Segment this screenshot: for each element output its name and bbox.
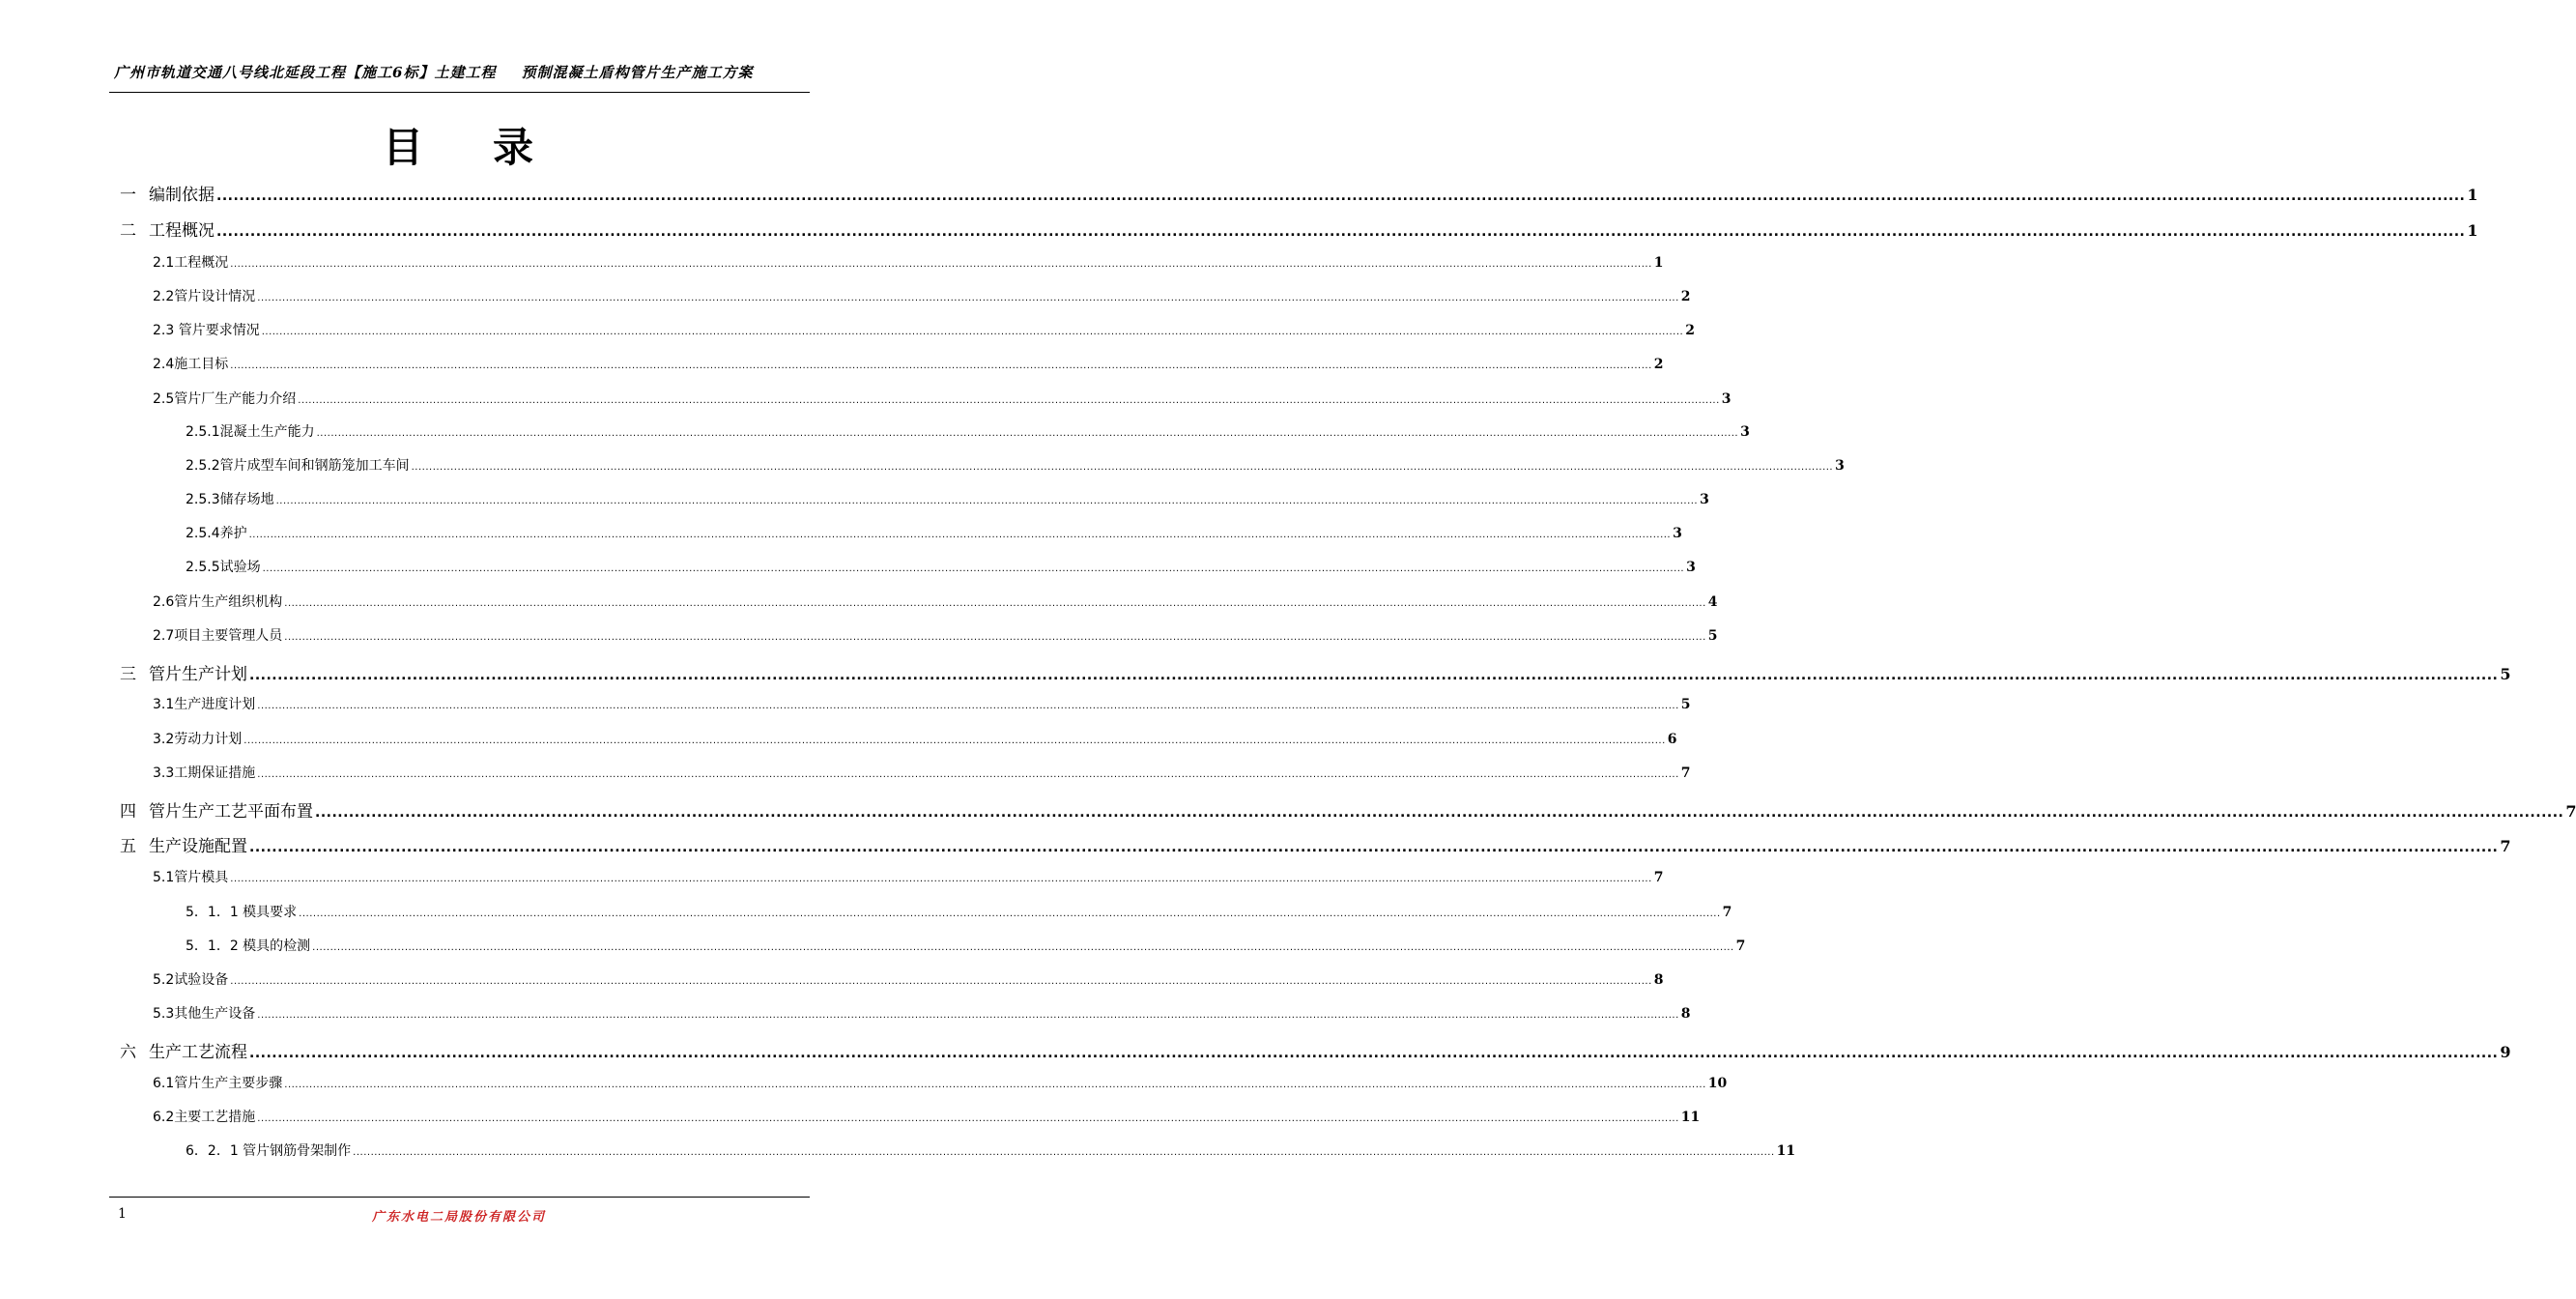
running-header (114, 62, 790, 82)
toc-entry-label (153, 286, 255, 305)
header-project: 广州市轨道交通八号线北延段工程【施工6标】土建工程 (114, 64, 497, 81)
toc-entry-chapter-number: 二 (120, 221, 136, 241)
toc-entry-title: 6．2．1 管片钢筋骨架制作 (186, 1143, 352, 1159)
toc-dot-leader: ................................................................................................................................................................................................................................................................................................................................................................................................................ (243, 736, 1666, 746)
toc-entry-page-number: 3 (1835, 458, 1845, 474)
header-divider (109, 92, 810, 93)
toc-entry-title: 生产工艺流程 (149, 1043, 247, 1062)
toc-entry-title: 编制依据 (149, 186, 215, 205)
toc-dot-leader: ................................................................................................................................................................................................................................................................................................................................................................................................................ (257, 1010, 1679, 1021)
toc-entry-chapter-number: 六 (120, 1043, 136, 1062)
toc-dot-leader: ................................................................................................................................................................................................................................................................................................................................................................................................................ (230, 976, 1652, 987)
toc-entry[interactable] (153, 867, 1664, 886)
toc-entry[interactable] (153, 286, 1691, 305)
toc-entry[interactable] (153, 1073, 1728, 1092)
toc-entry[interactable] (186, 489, 1709, 508)
toc-entry-label (153, 1003, 255, 1023)
toc-entry-title: 5.3其他生产设备 (153, 1006, 256, 1022)
toc-dot-leader: ................................................................................................................................................................................................................................................................................................................................................................................................................ (257, 293, 1679, 303)
toc-entry[interactable] (186, 557, 1696, 576)
toc-entry-title: 3.2劳动力计划 (153, 732, 243, 747)
toc-dot-leader: ................................................................................................................................................................................................................................................................................................................................................................................................................ (249, 1046, 2499, 1061)
toc-entry-page-number: 9 (2500, 1043, 2511, 1061)
toc-entry-label (153, 1107, 255, 1126)
toc-entry-label (153, 694, 255, 713)
toc-entry[interactable] (153, 354, 1664, 373)
toc-entry-label (120, 181, 215, 205)
toc-entry-title: 工程概况 (149, 221, 215, 241)
toc-dot-leader: ................................................................................................................................................................................................................................................................................................................................................................................................................ (284, 632, 1706, 643)
toc-entry-label (153, 729, 242, 748)
toc-entry-title: 2.1工程概况 (153, 255, 229, 271)
toc-entry-label (153, 592, 282, 611)
toc-entry-label (120, 1038, 247, 1062)
toc-entry-chapter-number: 三 (120, 665, 136, 684)
toc-entry-title: 2.5.4养护 (186, 526, 247, 541)
toc-dot-leader: ................................................................................................................................................................................................................................................................................................................................................................................................................ (249, 840, 2499, 855)
toc-dot-leader: ................................................................................................................................................................................................................................................................................................................................................................................................................ (230, 361, 1652, 371)
toc-entry-title: 2.5.1混凝土生产能力 (186, 424, 315, 440)
toc-entry-label (186, 489, 274, 508)
toc-entry-title: 6.2主要工艺措施 (153, 1110, 256, 1125)
toc-entry-page-number: 8 (1653, 972, 1664, 988)
toc-entry[interactable] (120, 216, 2478, 241)
toc-dot-leader: ................................................................................................................................................................................................................................................................................................................................................................................................................ (411, 462, 1834, 473)
toc-entry-page-number: 1 (1653, 255, 1664, 271)
toc-entry-page-number: 3 (1740, 424, 1750, 440)
toc-entry-page-number: 10 (1707, 1076, 1728, 1091)
toc-entry-page-number: 11 (1776, 1143, 1796, 1159)
toc-entry-title: 5.1管片模具 (153, 870, 229, 885)
toc-entry-title: 2.2管片设计情况 (153, 289, 256, 304)
toc-entry-page-number: 8 (1680, 1006, 1691, 1022)
toc-entry-label (153, 867, 228, 886)
toc-dot-leader: ................................................................................................................................................................................................................................................................................................................................................................................................................ (312, 942, 1734, 953)
toc-entry-title: 3.1生产进度计划 (153, 697, 256, 712)
toc-entry-label (186, 523, 247, 542)
toc-entry-page-number: 5 (1680, 697, 1691, 712)
toc-entry-label (153, 320, 260, 339)
toc-entry-page-number: 2 (1653, 357, 1664, 372)
toc-dot-leader: ................................................................................................................................................................................................................................................................................................................................................................................................................ (284, 598, 1706, 609)
toc-entry[interactable] (153, 1003, 1691, 1023)
toc-entry[interactable] (153, 389, 1732, 408)
toc-entry-page-number: 7 (1680, 765, 1691, 781)
toc-dot-leader: ................................................................................................................................................................................................................................................................................................................................................................................................................ (230, 259, 1652, 270)
toc-entry-page-number: 6 (1667, 732, 1677, 747)
toc-entry-label (120, 797, 313, 822)
toc-entry-title: 管片生产计划 (149, 665, 247, 684)
toc-entry-label (153, 763, 255, 782)
toc-entry-page-number: 5 (2500, 665, 2511, 683)
toc-entry-label (186, 557, 261, 576)
toc-entry-label (153, 354, 228, 373)
toc-entry-label (153, 969, 228, 989)
toc-entry-title: 2.5.5试验场 (186, 560, 261, 575)
toc-entry-page-number: 7 (1722, 905, 1732, 920)
toc-entry-label (153, 1073, 282, 1092)
toc-entry-label (120, 832, 247, 856)
toc-entry-label (120, 660, 247, 684)
toc-dot-leader: ................................................................................................................................................................................................................................................................................................................................................................................................................ (299, 909, 1721, 919)
toc-entry[interactable] (120, 797, 2576, 822)
toc-entry-title: 2.6管片生产组织机构 (153, 594, 283, 610)
toc-entry[interactable] (153, 969, 1664, 989)
toc-entry[interactable] (120, 660, 2511, 684)
toc-entry-page-number: 3 (1686, 560, 1696, 575)
toc-dot-leader: ................................................................................................................................................................................................................................................................................................................................................................................................................ (257, 701, 1679, 711)
toc-entry-page-number: 2 (1685, 323, 1695, 338)
toc-entry-page-number: 7 (1653, 870, 1664, 885)
toc-entry-title: 生产设施配置 (149, 837, 247, 856)
toc-entry-page-number: 2 (1680, 289, 1691, 304)
toc-entry-chapter-number: 四 (120, 802, 136, 822)
toc-entry-title: 5．1．2 模具的检测 (186, 938, 311, 954)
toc-dot-leader: ................................................................................................................................................................................................................................................................................................................................................................................................................ (216, 188, 2466, 204)
toc-entry-page-number: 3 (1700, 492, 1709, 507)
toc-entry[interactable] (120, 832, 2511, 856)
toc-entry[interactable] (153, 625, 1718, 645)
toc-entry-label (186, 455, 410, 475)
toc-title (0, 124, 918, 172)
toc-dot-leader: ................................................................................................................................................................................................................................................................................................................................................................................................................ (257, 1113, 1679, 1124)
toc-entry-page-number: 7 (2500, 837, 2511, 855)
toc-entry-page-number: 3 (1721, 391, 1732, 407)
toc-entry[interactable] (153, 694, 1691, 713)
toc-dot-leader: ................................................................................................................................................................................................................................................................................................................................................................................................................ (249, 668, 2499, 683)
toc-entry[interactable] (153, 1107, 1701, 1126)
toc-entry-page-number: 4 (1707, 594, 1718, 610)
toc-entry-chapter-number: 五 (120, 837, 136, 856)
toc-dot-leader: ................................................................................................................................................................................................................................................................................................................................................................................................................ (275, 496, 1699, 506)
toc-entry[interactable] (153, 729, 1677, 748)
toc-entry[interactable] (186, 455, 1845, 475)
toc-entry[interactable] (153, 592, 1718, 611)
toc-entry-label (186, 1140, 351, 1160)
toc-entry-page-number: 5 (1707, 628, 1718, 644)
toc-entry-title: 2.7项目主要管理人员 (153, 628, 283, 644)
toc-entry[interactable] (153, 252, 1664, 272)
toc-entry-title: 管片生产工艺平面布置 (149, 802, 313, 822)
toc-entry-title: 2.5.2管片成型车间和钢筋笼加工车间 (186, 458, 410, 474)
toc-entry-title: 2.4施工目标 (153, 357, 229, 372)
toc-entry[interactable] (120, 1038, 2511, 1062)
toc-entry-page-number: 1 (2467, 221, 2478, 240)
toc-entry-title: 3.3工期保证措施 (153, 765, 256, 781)
toc-entry[interactable] (153, 763, 1691, 782)
toc-entry[interactable] (186, 902, 1732, 921)
toc-entry-page-number: 7 (2565, 802, 2576, 821)
toc-entry-title: 5．1．1 模具要求 (186, 905, 298, 920)
toc-dot-leader: ................................................................................................................................................................................................................................................................................................................................................................................................................ (298, 395, 1720, 406)
footer-company-name: 广东水电二局股份有限公司 (371, 1210, 546, 1225)
footer-page-number: 1 (118, 1206, 127, 1222)
toc-entry-title: 2.5.3储存场地 (186, 492, 274, 507)
toc-dot-leader: ................................................................................................................................................................................................................................................................................................................................................................................................................ (353, 1147, 1775, 1158)
toc-entry-label (120, 216, 215, 241)
header-doc-title: 预制混凝土盾构管片生产施工方案 (521, 64, 754, 81)
toc-entry-title: 2.3 管片要求情况 (153, 323, 260, 338)
toc-entry-page-number: 11 (1680, 1110, 1701, 1125)
footer-divider (109, 1197, 810, 1198)
toc-entry-label (153, 625, 282, 645)
toc-entry-title: 5.2试验设备 (153, 972, 229, 988)
toc-entry-label (153, 389, 296, 408)
toc-entry[interactable] (186, 936, 1746, 955)
toc-dot-leader: ................................................................................................................................................................................................................................................................................................................................................................................................................ (230, 874, 1652, 884)
toc-entry[interactable] (186, 523, 1682, 542)
toc-dot-leader: ................................................................................................................................................................................................................................................................................................................................................................................................................ (261, 327, 1684, 337)
toc-entry-title: 6.1管片生产主要步骤 (153, 1076, 283, 1091)
toc-dot-leader: ................................................................................................................................................................................................................................................................................................................................................................................................................ (284, 1080, 1706, 1090)
toc-entry-label (186, 936, 310, 955)
toc-entry-chapter-number: 一 (120, 186, 136, 205)
toc-entry-title: 2.5管片厂生产能力介绍 (153, 391, 297, 407)
toc-dot-leader: ................................................................................................................................................................................................................................................................................................................................................................................................................ (315, 805, 2564, 821)
toc-entry-page-number: 1 (2467, 186, 2478, 204)
toc-title-char-2: 录 (493, 124, 536, 171)
toc-entry[interactable] (186, 421, 1750, 441)
toc-entry[interactable] (153, 320, 1695, 339)
toc-entry-label (153, 252, 228, 272)
toc-dot-leader: ................................................................................................................................................................................................................................................................................................................................................................................................................ (248, 530, 1672, 540)
toc-dot-leader: ................................................................................................................................................................................................................................................................................................................................................................................................................ (262, 563, 1685, 574)
toc-entry-label (186, 902, 297, 921)
toc-entry-page-number: 3 (1673, 526, 1682, 541)
toc-title-char-1: 目 (382, 124, 425, 171)
toc-dot-leader: ................................................................................................................................................................................................................................................................................................................................................................................................................ (257, 769, 1679, 780)
toc-dot-leader: ................................................................................................................................................................................................................................................................................................................................................................................................................ (216, 224, 2466, 240)
toc-entry-label (186, 421, 315, 441)
toc-entry[interactable] (186, 1140, 1796, 1160)
toc-entry-page-number: 7 (1735, 938, 1746, 954)
toc-entry[interactable] (120, 181, 2478, 205)
toc-dot-leader: ................................................................................................................................................................................................................................................................................................................................................................................................................ (316, 428, 1739, 439)
